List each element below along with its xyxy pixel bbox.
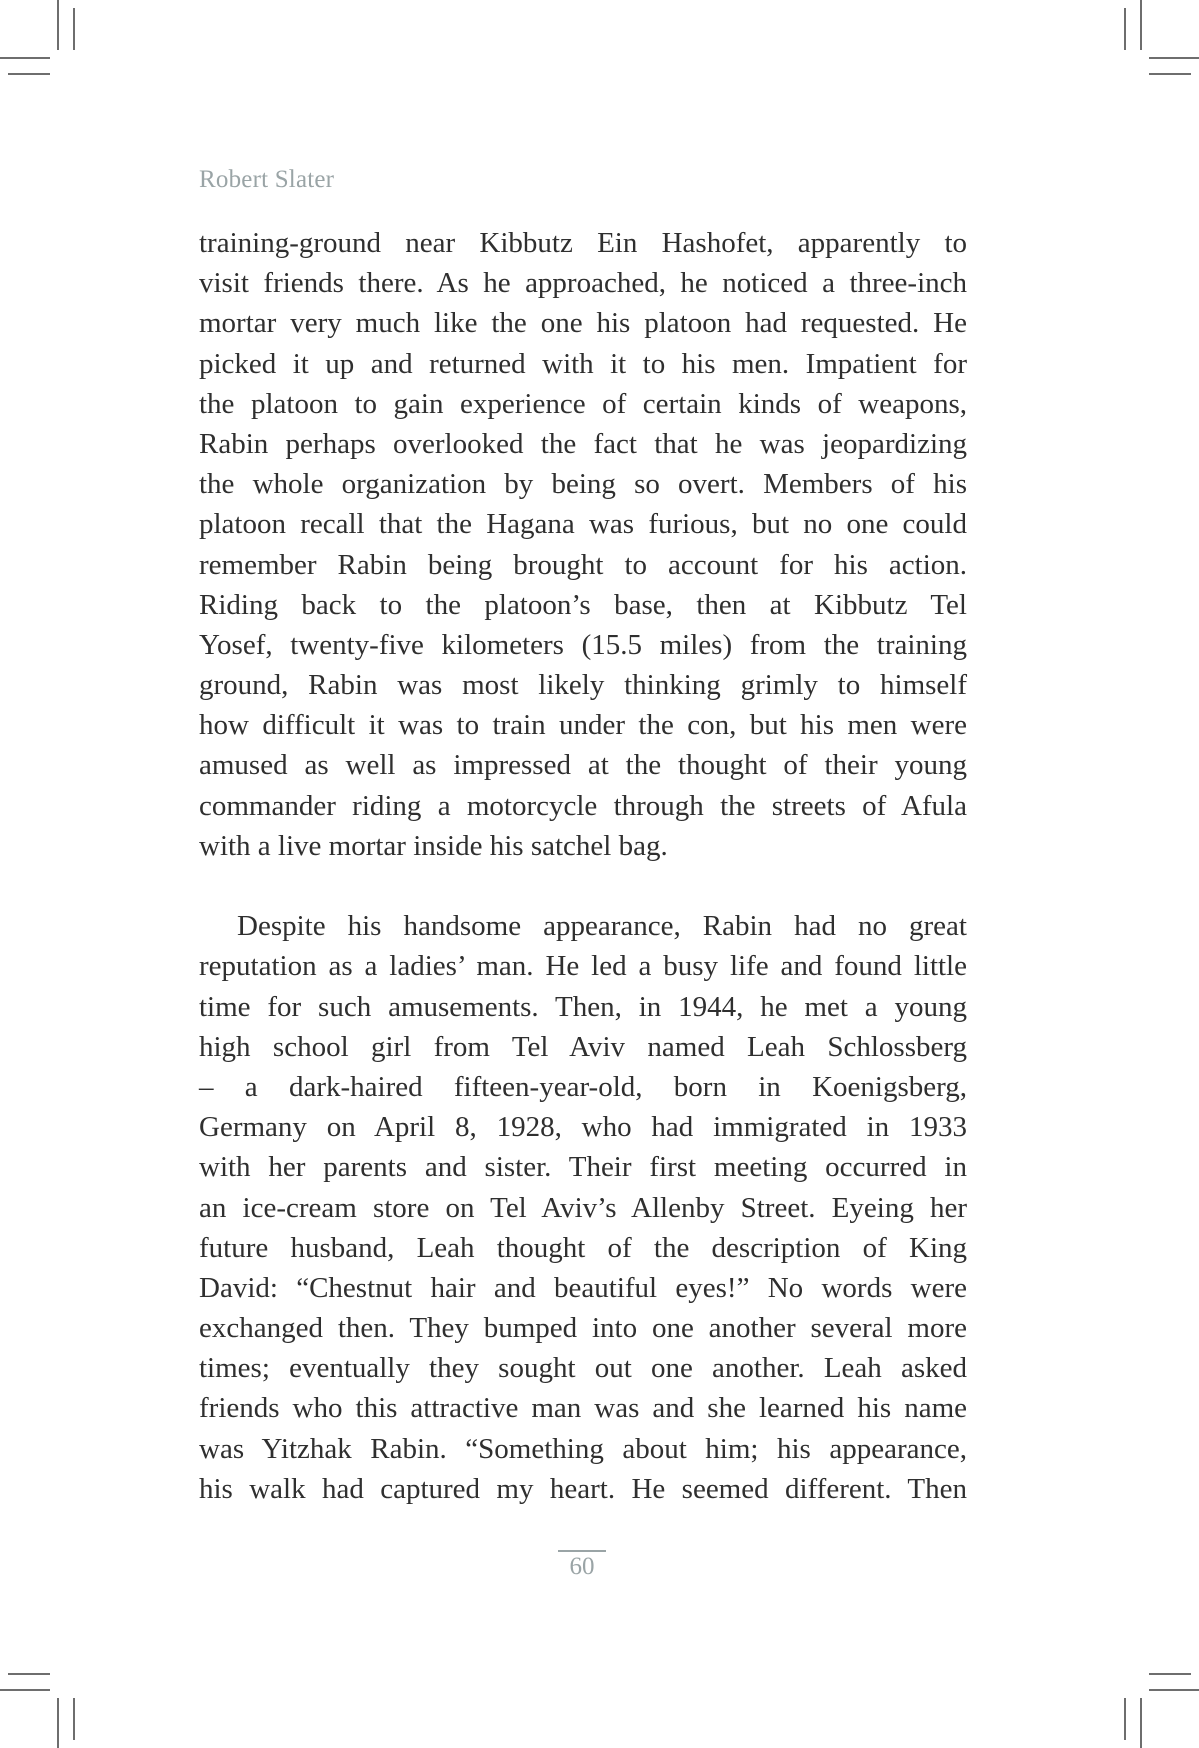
crop-mark [57,0,59,50]
crop-mark [73,1698,75,1740]
text-line: how difficult it was to train under the con, but his men were [199,709,967,742]
text-line: platoon recall that the Hagana was furious, but no one could [199,508,967,541]
text-line: the platoon to gain experience of certain kinds of weapons, [199,387,967,420]
text-line: high school girl from Tel Aviv named Leah Schlossberg [199,1030,967,1063]
paragraph-gap [199,866,967,906]
text-line: times; eventually they sought out one another. Leah asked [199,1352,967,1385]
text-line: David: “Chestnut hair and beautiful eyes!” No words were [199,1271,967,1304]
page-number-rule [558,1550,606,1552]
crop-mark [73,8,75,50]
crop-mark [8,73,50,75]
text-line: Yosef, twenty-five kilometers (15.5 miles) from the training [199,628,967,661]
text-line: with her parents and sister. Their first meeting occurred in [199,1151,967,1184]
crop-mark [1149,73,1191,75]
text-line: the whole organization by being so overt. Members of his [199,468,967,501]
crop-mark [1149,1673,1191,1675]
crop-mark [0,57,50,59]
crop-mark [1124,8,1126,50]
crop-mark [1124,1698,1126,1740]
text-line: his walk had captured my heart. He seemed different. Then [199,1472,967,1505]
crop-mark [8,1673,50,1675]
text-line: with a live mortar inside his satchel bag. [199,829,668,862]
body-text [199,223,967,1509]
text-line: Rabin perhaps overlooked the fact that he was jeopardizing [199,427,967,460]
text-line: friends who this attractive man was and she learned his name [199,1392,967,1425]
text-line: Riding back to the platoon’s base, then at Kibbutz Tel [199,588,967,621]
text-line: Despite his handsome appearance, Rabin had no great [237,910,967,943]
paragraph-1 [199,223,967,866]
text-line: time for such amusements. Then, in 1944, he met a young [199,990,967,1023]
crop-mark [0,1689,50,1691]
text-line: an ice-cream store on Tel Aviv’s Allenby Street. Eyeing her [199,1191,967,1224]
text-line: amused as well as impressed at the thought of their young [199,749,967,782]
text-line: exchanged then. They bumped into one another several more [199,1312,967,1345]
crop-mark [57,1698,59,1748]
text-line: reputation as a ladies’ man. He led a busy life and found little [199,950,967,983]
crop-mark [1140,1698,1142,1748]
text-line: visit friends there. As he approached, he noticed a three-inch [199,267,967,300]
text-line: was Yitzhak Rabin. “Something about him; his appearance, [199,1432,967,1465]
crop-mark [1149,1689,1199,1691]
text-line: future husband, Leah thought of the description of King [199,1231,967,1264]
text-line: mortar very much like the one his platoon had requested. He [199,307,967,340]
text-line: Germany on April 8, 1928, who had immigrated in 1933 [199,1111,967,1144]
text-line: commander riding a motorcycle through the streets of Afula [199,789,967,822]
running-head: Robert Slater [199,166,335,193]
crop-mark [1140,0,1142,50]
text-line: – a dark-haired fifteen-year-old, born in Koenigsberg, [199,1070,967,1103]
text-line: picked it up and returned with it to his men. Impatient for [199,347,967,380]
crop-mark [1149,57,1199,59]
paragraph-2 [199,906,967,1509]
text-line: remember Rabin being brought to account for his action. [199,548,967,581]
text-line: ground, Rabin was most likely thinking grimly to himself [199,669,967,702]
page-number: 60 [569,1553,595,1580]
text-line: training-ground near Kibbutz Ein Hashofet, apparently to [199,227,967,259]
